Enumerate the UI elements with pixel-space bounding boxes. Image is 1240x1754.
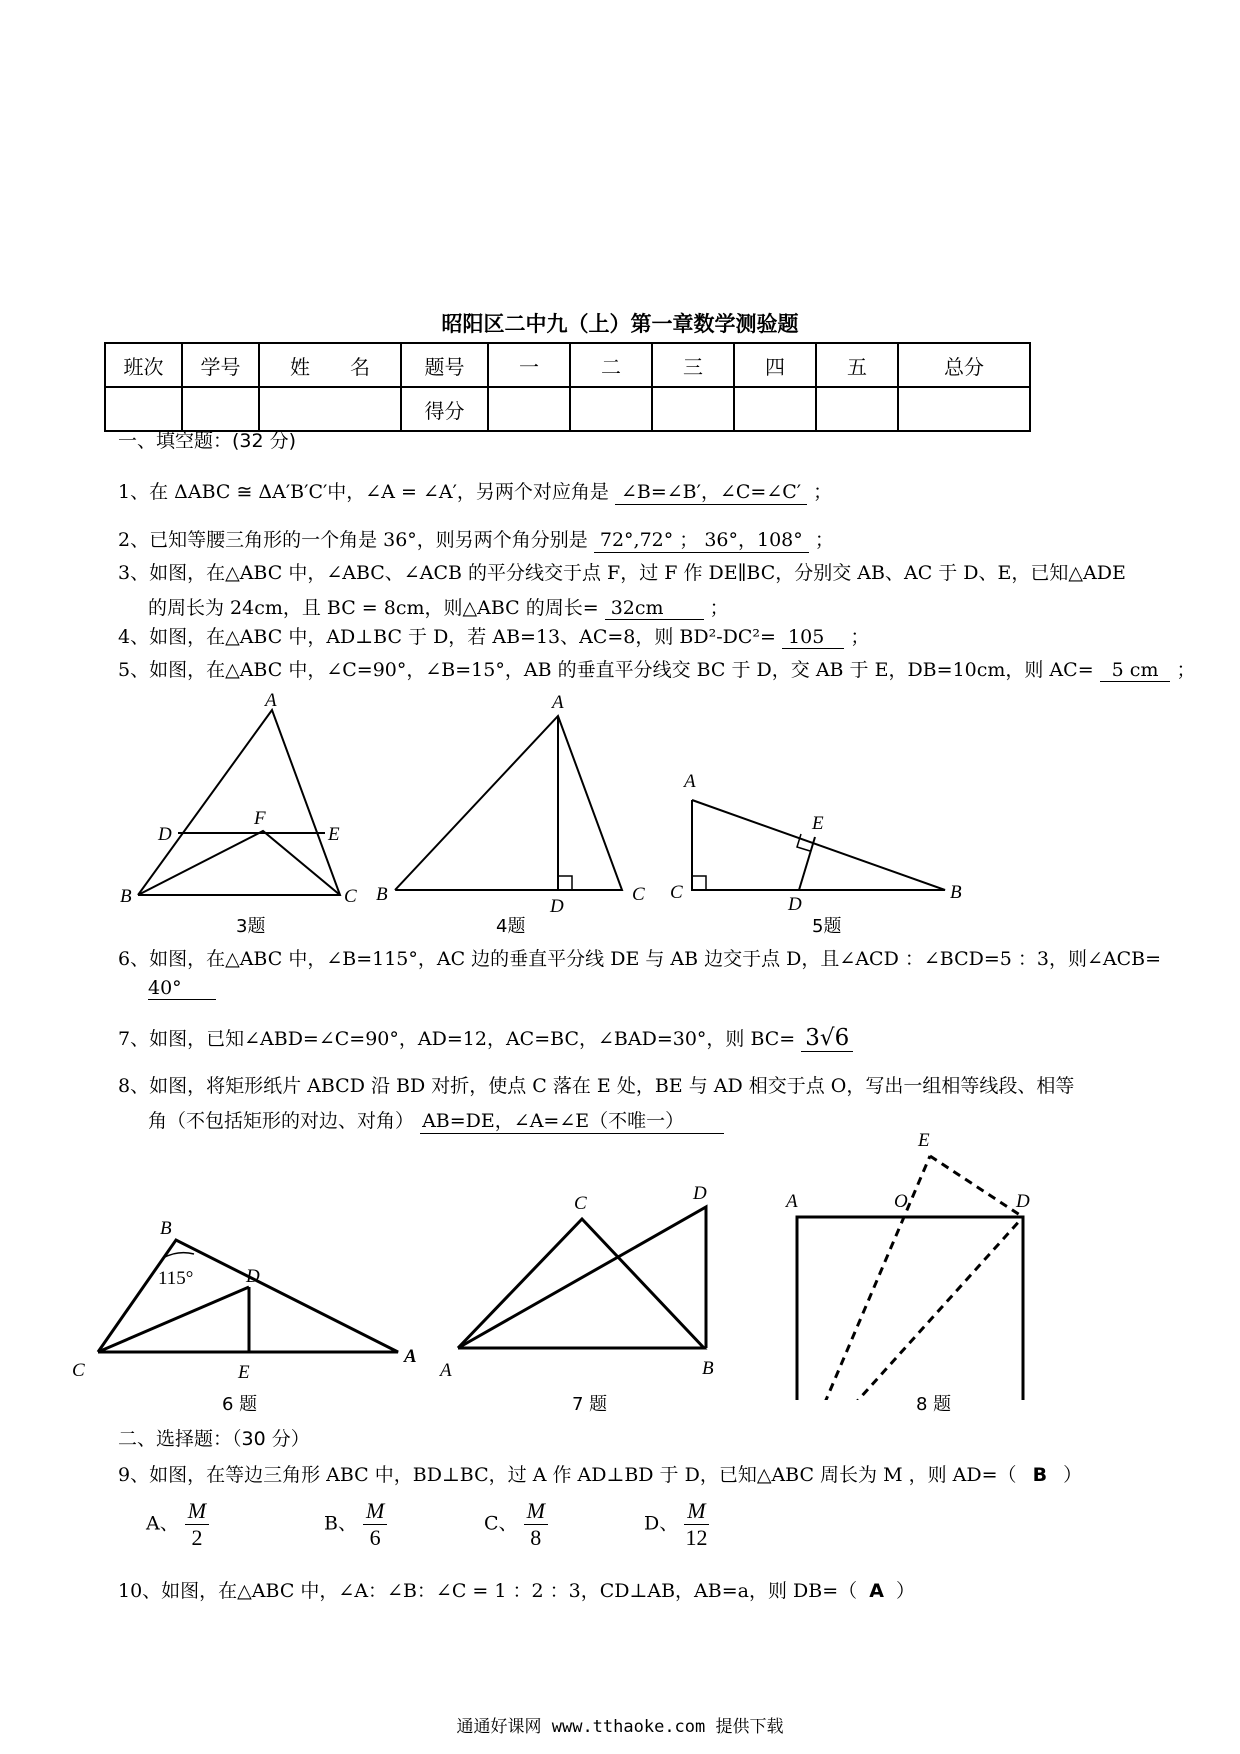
table-cell — [898, 387, 1030, 431]
figure-7 — [458, 1207, 706, 1348]
question-text: 6、如图，在△ABC 中，∠B=115°，AC 边的垂直平分线 DE 与 AB 边交于点 D，且∠ACD ：∠BCD=5 ：3，则∠ACB= — [118, 948, 1162, 970]
table-cell: 班次 — [105, 343, 182, 387]
table-cell: 得分 — [401, 387, 488, 431]
page-footer: 通通好课网 www.tthaoke.com 提供下载 — [456, 1717, 784, 1737]
question-text: 4、如图，在△ABC 中，AD⊥BC 于 D，若 AB=13、AC=8，则 BD²-DC²= — [118, 626, 776, 648]
choice-answer: B — [1032, 1464, 1048, 1486]
question-7 — [118, 1024, 853, 1052]
score-table-header-row — [105, 343, 1030, 387]
table-cell — [105, 387, 182, 431]
score-table — [104, 342, 1031, 432]
section-heading: 二、选择题：（30 分） — [118, 1428, 310, 1450]
figure-8 — [797, 1156, 1023, 1400]
figure-label: A — [440, 1360, 452, 1381]
answer-blank: AB=DE，∠A=∠E（不唯一） — [420, 1106, 724, 1134]
figure-label: C — [670, 882, 683, 903]
question-end: ） — [1063, 1464, 1083, 1486]
question-end: ） — [895, 1580, 915, 1602]
table-cell: 学号 — [182, 343, 259, 387]
figure-label: 115° — [158, 1268, 194, 1289]
figure-label: A — [684, 771, 696, 792]
answer-blank: 5 cm — [1100, 659, 1171, 682]
table-cell — [182, 387, 259, 431]
page-title: 昭阳区二中九（上）第一章数学测验题 — [441, 312, 799, 336]
fraction: $\frac{M}{2}$ — [185, 1498, 209, 1551]
question-2 — [118, 525, 834, 553]
figure-label: E — [238, 1362, 250, 1383]
table-cell — [570, 387, 652, 431]
answer-blank: 3√6 — [801, 1025, 853, 1052]
q9-option — [484, 1498, 548, 1551]
question-9 — [118, 1460, 1082, 1487]
figure-label: C — [632, 884, 645, 905]
question-text: 2、已知等腰三角形的一个角是 36°，则另两个角分别是 — [118, 529, 588, 551]
question-text: 10、如图，在△ABC 中，∠A：∠B：∠C = 1 ：2 ：3，CD⊥AB，AB=a，则 DB=（ — [118, 1580, 858, 1602]
figure-label: D — [693, 1183, 707, 1204]
figure-6 — [98, 1240, 398, 1352]
question-6 — [118, 944, 1161, 1000]
figure-label: D — [788, 894, 802, 915]
question-end: ； — [850, 626, 870, 648]
question-3 — [118, 558, 1126, 620]
q9-option — [324, 1498, 387, 1551]
figure-3 — [138, 710, 340, 895]
section-heading: 一、填空题：(32 分) — [118, 430, 297, 452]
figure-row-1 — [0, 690, 1240, 950]
figure-label: B — [702, 1358, 714, 1379]
figure-label: E — [812, 813, 824, 834]
figure-caption: 3题 — [236, 916, 266, 937]
q9-option — [146, 1498, 209, 1551]
figure-label: D — [158, 824, 172, 845]
fraction: $\frac{M}{12}$ — [685, 1498, 708, 1550]
question-text: 8、如图，将矩形纸片 ABCD 沿 BD 对折，使点 C 落在 E 处，BE 与 AD 相交于点 O，写出一组相等线段、相等 — [118, 1075, 1075, 1097]
table-cell — [816, 387, 898, 431]
table-cell: 总分 — [898, 343, 1030, 387]
figure-label: C — [72, 1360, 85, 1381]
figure-label: A — [786, 1191, 798, 1212]
question-end: ； — [814, 529, 834, 551]
table-cell: 一 — [488, 343, 570, 387]
option-label: D、 — [644, 1512, 679, 1535]
figure-label: A — [552, 692, 564, 713]
question-5 — [118, 655, 1196, 682]
figure-label: B — [120, 886, 132, 907]
question-text: 的周长为 24cm，且 BC = 8cm，则△ABC 的周长= — [148, 597, 599, 619]
question-end: ； — [1176, 659, 1196, 681]
fraction: $\frac{M}{8}$ — [524, 1498, 548, 1551]
figure-label: D — [246, 1266, 260, 1287]
figure-caption: 6 题 — [222, 1394, 258, 1415]
question-text: 1、在 ΔABC ≅ ΔA′B′C′中，∠A = ∠A′，另两个对应角是 — [118, 481, 609, 503]
table-cell — [652, 387, 734, 431]
answer-blank: 32cm — [605, 597, 704, 620]
table-cell — [734, 387, 816, 431]
answer-blank: ∠B=∠B′，∠C=∠C′ — [615, 477, 807, 505]
figure-label: D — [550, 896, 564, 917]
table-cell: 姓 名 — [259, 343, 401, 387]
figure-4 — [395, 716, 622, 890]
table-cell: 四 — [734, 343, 816, 387]
q9-option — [644, 1498, 709, 1551]
table-cell: 三 — [652, 343, 734, 387]
figure-label: F — [254, 808, 266, 829]
question-4 — [118, 622, 869, 649]
question-10 — [118, 1576, 915, 1603]
figure-label: E — [328, 824, 340, 845]
table-cell: 题号 — [401, 343, 488, 387]
question-text: 5、如图，在△ABC 中，∠C=90°，∠B=15°，AB 的垂直平分线交 BC 于 D，交 AB 于 E，DB=10cm，则 AC= — [118, 659, 1094, 681]
question-text: 角（不包括矩形的对边、对角） — [148, 1110, 415, 1132]
option-label: B、 — [324, 1512, 357, 1535]
figure-label: D — [1016, 1191, 1030, 1212]
answer-blank: 40° — [148, 977, 216, 1000]
figure-label: B — [160, 1218, 172, 1239]
table-cell — [488, 387, 570, 431]
question-text: 7、如图，已知∠ABD=∠C=90°，AD=12，AC=BC，∠BAD=30°，则 BC= — [118, 1028, 796, 1050]
figure-label: C — [574, 1193, 587, 1214]
fraction: $\frac{M}{6}$ — [363, 1498, 387, 1551]
table-cell — [259, 387, 401, 431]
figure-caption: 7 题 — [572, 1394, 608, 1415]
table-cell: 二 — [570, 343, 652, 387]
figure-label: B — [376, 884, 388, 905]
figure-label: C — [344, 886, 357, 907]
answer-blank: 72°,72° ； 36°，108° — [594, 525, 809, 553]
option-label: C、 — [484, 1512, 518, 1535]
question-text: 9、如图，在等边三角形 ABC 中，BD⊥BC，过 A 作 AD⊥BD 于 D，已知△ABC 周长为 M ，则 AD=（ — [118, 1464, 1017, 1486]
question-text: 3、如图，在△ABC 中，∠ABC、∠ACB 的平分线交于点 F，过 F 作 DE∥BC，分别交 AB、AC 于 D、E，已知△ADE — [118, 562, 1126, 584]
option-label: A、 — [146, 1512, 179, 1535]
table-cell: 五 — [816, 343, 898, 387]
figure-caption: 5题 — [812, 916, 842, 937]
choice-answer: A — [869, 1580, 884, 1602]
figure-label: B — [950, 882, 962, 903]
figure-row-2 — [0, 1120, 1240, 1400]
figure-caption: 4题 — [496, 916, 526, 937]
figure-label: E — [918, 1130, 930, 1151]
answer-blank: 105 — [782, 626, 844, 649]
figure-label: A — [404, 1346, 417, 1367]
figure-caption: 8 题 — [916, 1394, 952, 1415]
question-end: ； — [813, 481, 833, 503]
figure-label: A — [265, 690, 277, 711]
question-1 — [118, 477, 832, 505]
score-table-score-row — [105, 387, 1030, 431]
figure-label: O — [894, 1191, 908, 1212]
question-end: ； — [709, 597, 729, 619]
